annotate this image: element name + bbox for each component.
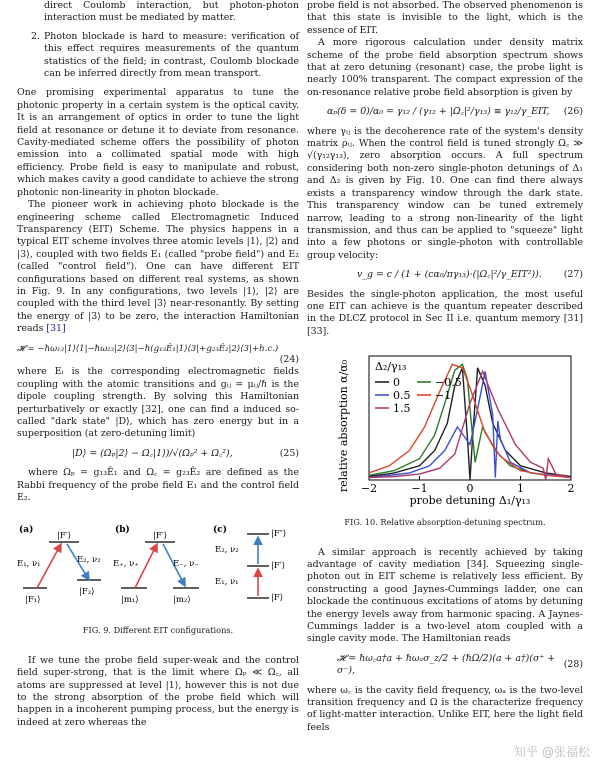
equation-number: (27) <box>563 269 583 281</box>
level-label: |m₁⟩ <box>121 595 139 606</box>
field-label: E₁, ν₁ <box>215 577 239 588</box>
figure-9-caption: FIG. 9. Different EIT configurations. <box>82 625 234 636</box>
equation-body: αₚ(δ = 0)/α₀ = γ₁₂ / (γ₁₂ + |Ω꜀|²/γ₁₃) ≡ γ₁₂/γ_EIT, <box>327 106 550 118</box>
equation-27 <box>307 269 583 281</box>
level-label: |F′⟩ <box>57 531 72 542</box>
x-tick-label: 2 <box>567 482 575 496</box>
level-label: |F′⟩ <box>271 561 286 572</box>
level-label: |F⟩ <box>271 593 284 604</box>
plot-frame <box>369 356 571 480</box>
paragraph-cavity: One promising experimental apparatus to tune the photonic property in a certain system is the optical cavity. It is an arrangement of optics in order to tune the light field at resonance or detune it to deviate from resonance. Cavity-mediated scheme offers the possibility of photon emission into a collimated spatial mode with high efficiency. Probe field is easy to manipulate and robust, which makes cavity a good candidate to achieve the strong photonic non-linearity in photon blockade. <box>17 87 299 198</box>
panel-label: (c) <box>213 525 227 536</box>
field-label: E₋, ν₋ <box>173 559 199 570</box>
field-label: E₂, ν₂ <box>77 555 101 566</box>
absorption-chart <box>307 348 583 508</box>
equation-25 <box>17 448 299 460</box>
left-column <box>17 0 299 729</box>
list-item-1-tail: direct Coulomb interaction, but photon-photon interaction must be mediated by matter. <box>44 0 299 24</box>
probe-arrow <box>37 544 61 588</box>
equation-body: v_g = c / (1 + (cα₀/πγ₁₃)·(|Ω꜀|²/γ_EIT²)). <box>357 269 542 281</box>
paragraph-quantum-repeater: Besides the single-photon application, the most useful one EIT can achieve is the quantum repeater described in the DLCZ protocol in Sec II i.e. quantum memory [31][33]. <box>307 288 583 337</box>
legend-label: 1.5 <box>393 402 411 416</box>
field-label: E₊, ν₊ <box>113 559 139 570</box>
paragraph-invisible: probe field is not absorbed. The observed phenomenon is that this state is invisible to the light, which is the essence of EIT. <box>307 0 583 36</box>
panel-label: (a) <box>19 525 34 536</box>
level-label: |F₂⟩ <box>79 587 95 598</box>
figure-10-caption: FIG. 10. Relative absorption-detuning spectrum. <box>344 517 546 528</box>
paragraph-decoherence: where γᵢⱼ is the decoherence rate of the system's density matrix ρᵢⱼ. When the control field is tuned strongly Ω꜀ ≫ √(γ₁₂γ₁₃), zero absorption occurs. A full spectrum considering both non-zero single-photon detunings of Δ₁ and Δ₂ is given by Fig. 10. One can find there always exists a transparency window through the dark state. This transparency window can be tuned extremely narrow, leading to a strong non-linearity of the light transmission, and thus can be applied to "squeeze" light into a few photons or single-photon with controllable group velocity: <box>307 125 583 261</box>
right-column <box>307 0 583 734</box>
panel-label: (b) <box>115 525 130 536</box>
legend-label: 0.5 <box>393 389 411 403</box>
equation-number: (28) <box>563 659 583 671</box>
eit-diagram-c <box>211 522 299 612</box>
level-label: |m₂⟩ <box>173 595 191 606</box>
list-item-number: 2. <box>31 30 40 42</box>
x-tick-label: −2 <box>360 482 378 496</box>
equation-24 <box>17 343 299 355</box>
paragraph-rabi: where Ωₚ = g₁₃Ê₁ and Ω꜀ = g₂₃Ê₂ are defined as the Rabbi frequency of the probe field E₁ and the control field E₂. <box>17 467 299 504</box>
x-axis-label: probe detuning Δ₁/γ₁₃ <box>409 494 531 508</box>
x-tick-label: 1 <box>517 482 524 496</box>
field-label: E₁, ν₁ <box>17 559 41 570</box>
legend-label: 0 <box>393 376 400 390</box>
level-label: |F″⟩ <box>271 529 287 540</box>
figure-9 <box>17 522 299 612</box>
x-tick-label: 0 <box>466 482 474 496</box>
equation-number: (24) <box>279 353 299 365</box>
list-item-text: Photon blockade is hard to measure: verification of this effect requires measurements of the quantum statistics of the field; in contrast, Coulomb blockade can be inferred directly from mean transport. <box>44 30 299 80</box>
paragraph-density-matrix: A more rigorous calculation under density matrix scheme of the probe field absorption spectrum shows that at zero detuning (resonant) case, the probe light is nearly 100% transparent. The compact expression of the on-resonance relative probe field absorption is given by <box>307 37 583 98</box>
level-label: |F₁⟩ <box>25 595 41 606</box>
equation-body: 𝓗 = −ℏω₁₃|1⟩⟨1|−ℏω₂₃|2⟩⟨3|−ℏ(g₁₃Ê₁|1⟩⟨3|+g₂₃Ê₂|2⟩⟨3|+h.c.) <box>17 343 279 354</box>
legend-label: −1 <box>435 389 452 403</box>
eit-diagram-b <box>113 522 207 612</box>
equation-number: (25) <box>279 447 299 459</box>
citation-link[interactable]: [31] <box>46 323 66 335</box>
paragraph-dark-state: where Eᵢ is the corresponding electromagnetic fields coupling with the atomic transitions and gᵢⱼ = μᵢⱼ/ℏ is the dipole coupling strength. By solving this Hamiltonian perturbatively or exactly [32], one can find a induced so-called "dark state" |D⟩, which has zero energy but in a superposition (at zero-detuning limit) <box>17 366 299 440</box>
paragraph-weak-probe: If we tune the probe field super-weak and the control field super-strong, that is the limit where Ωₚ ≪ Ω꜀, all atoms are suppressed at level |1⟩, however this is not due to the strong absorption of the probe field which will happen in a incoherent pumping process, but the energy is indeed at zero whereas the <box>17 654 299 728</box>
paragraph-jc-ladder: where ω꜀ is the cavity field frequency, ωₐ is the two-level transition frequency and Ω is the characterize frequency of light-matter interaction. Unlike EIT, here the light field feels <box>307 684 583 733</box>
equation-number: (26) <box>563 106 583 118</box>
x-tick-label: −1 <box>411 482 428 496</box>
equation-body: |D⟩ = (Ωₚ|2⟩ − Ω꜀|1⟩)/√(Ωₚ² + Ω꜀²), <box>72 447 233 459</box>
list-item-2 <box>17 31 299 81</box>
field-label: E₂, ν₂ <box>215 545 239 556</box>
paragraph-cavity-mediation: A similar approach is recently achieved by taking advantage of cavity mediation [34]. Squeezing single-photon out in EIT scheme is relatively less efficient. By constructing a good Jaynes-Cummings ladder, one can blockade the continuous excitations of atoms by detuning the energy levels away from harmonic spacing. A Jaynes-Cummings ladder is a two-level atom coupled with a single cavity mode. The Hamiltonian reads <box>307 546 583 645</box>
level-label: |F′⟩ <box>153 531 168 542</box>
equation-28 <box>307 653 583 678</box>
watermark: 知乎 @张福松 <box>514 744 590 759</box>
y-axis-label: relative absorption α/α₀ <box>337 360 350 493</box>
paragraph-eit-intro: The pioneer work in achieving photo blockade is the engineering scheme called Electromagnetic Induced Transparency (EIT) Scheme. The physics happens in a typical EIT scheme involves three atomic levels |1⟩, |2⟩ and |3⟩, coupled with two fields E₁ (called "probe field") and E₂ (called "control field"). One can have different EIT configurations based on different real systems, as shown in Fig. 9. In any configurations, two levels |1⟩, |2⟩ are coupled with the third level |3⟩ near-resonantly. By setting the energy of |3⟩ to be zero, the interaction Hamiltonian reads [31] <box>17 199 299 335</box>
legend-label: −0.5 <box>435 376 462 390</box>
legend-title: Δ₂/γ₁₃ <box>375 360 407 374</box>
equation-body: 𝓗 = ℏω꜀a†a + ℏωₐσ_z/2 + (ℏΩ/2)(a + a†)(σ⁺ + σ⁻), <box>337 652 556 677</box>
eit-diagram-a <box>17 522 109 612</box>
equation-26 <box>307 106 583 118</box>
